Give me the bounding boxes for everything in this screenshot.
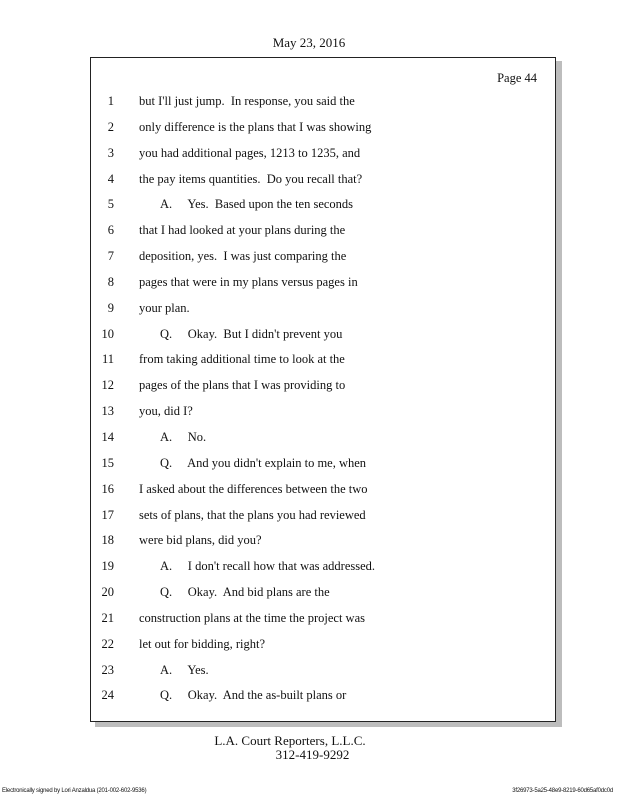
line-number: 13 [101,404,114,419]
line-number: 24 [101,688,114,703]
line-number: 11 [101,352,114,367]
line-text: from taking additional time to look at the [139,352,345,367]
line-text: A. Yes. [160,662,209,677]
line-text: Q. Okay. But I didn't prevent you [160,326,343,341]
transcript-line [0,248,618,274]
line-number: 19 [101,559,114,574]
transcript-line [0,222,618,248]
line-text: pages that were in my plans versus pages in [139,274,358,289]
line-number: 2 [107,119,114,134]
line-text: I asked about the differences between the two [139,481,368,496]
line-text: the pay items quantities. Do you recall that? [139,171,363,186]
transcript-line [0,636,618,662]
transcript-line [0,326,618,352]
transcript-line [0,351,618,377]
page-number: Page 44 [497,71,537,85]
line-number: 20 [101,585,114,600]
line-number: 15 [101,455,114,470]
line-number: 21 [101,610,114,625]
line-number: 17 [101,507,114,522]
line-number: 16 [101,481,114,496]
transcript-line [0,532,618,558]
line-number: 4 [107,171,114,186]
line-number: 8 [107,274,114,289]
line-number: 1 [107,94,114,108]
line-number: 7 [107,249,114,264]
electronic-signature-note: Electronically signed by Lori Anzaldua (201-002-602-9536) [2,788,147,794]
line-text: construction plans at the time the project was [139,610,365,625]
transcript-line [0,119,618,145]
line-text: pages of the plans that I was providing to [139,378,346,393]
transcript-line [0,377,618,403]
transcript-line [0,584,618,610]
line-number: 22 [101,636,114,651]
transcript-line [0,403,618,429]
transcript-line [0,171,618,197]
line-text: were bid plans, did you? [139,533,262,548]
transcript-line [0,196,618,222]
line-number: 9 [107,300,114,315]
line-number: 14 [101,429,114,444]
line-text: but I'll just jump. In response, you said the [139,94,355,108]
transcript-line [0,429,618,455]
line-number: 5 [107,197,114,212]
transcript-line [0,274,618,300]
line-text: Q. Okay. And bid plans are the [160,585,330,600]
line-text: A. No. [160,429,207,444]
line-number: 12 [101,378,114,393]
transcript-line [0,145,618,171]
line-number: 10 [101,326,114,341]
transcript-line [0,662,618,688]
line-text: you, did I? [139,404,193,419]
footer-company: L.A. Court Reporters, L.L.C. [214,733,366,748]
line-text: Q. And you didn't explain to me, when [160,455,367,470]
line-text: A. Yes. Based upon the ten seconds [160,197,354,212]
line-text: that I had looked at your plans during the [139,223,346,238]
line-text: sets of plans, that the plans you had reviewed [139,507,366,522]
transcript-line [0,300,618,326]
line-text: Q. Okay. And the as-built plans or [160,688,347,703]
line-number: 3 [107,145,114,160]
line-number: 23 [101,662,114,677]
transcript-line [0,610,618,636]
document-hash: 3f26973-5a25-48e9-8219-60d65af0dc0d [512,788,613,794]
transcript-line [0,558,618,584]
transcript-line [0,93,618,119]
transcript-line [0,507,618,533]
transcript-line [0,481,618,507]
line-text: you had additional pages, 1213 to 1235, and [139,145,361,160]
transcript-line [0,455,618,481]
header-date: May 23, 2016 [272,35,346,50]
line-text: deposition, yes. I was just comparing the [139,249,347,264]
line-number: 18 [101,533,114,548]
transcript-lines [0,93,618,713]
line-number: 6 [107,223,114,238]
line-text: your plan. [139,300,190,315]
line-text: let out for bidding, right? [139,636,266,651]
transcript-line [0,687,618,713]
footer-phone: 312-419-9292 [275,747,350,762]
line-text: A. I don't recall how that was addressed. [160,559,376,574]
line-text: only difference is the plans that I was showing [139,119,372,134]
